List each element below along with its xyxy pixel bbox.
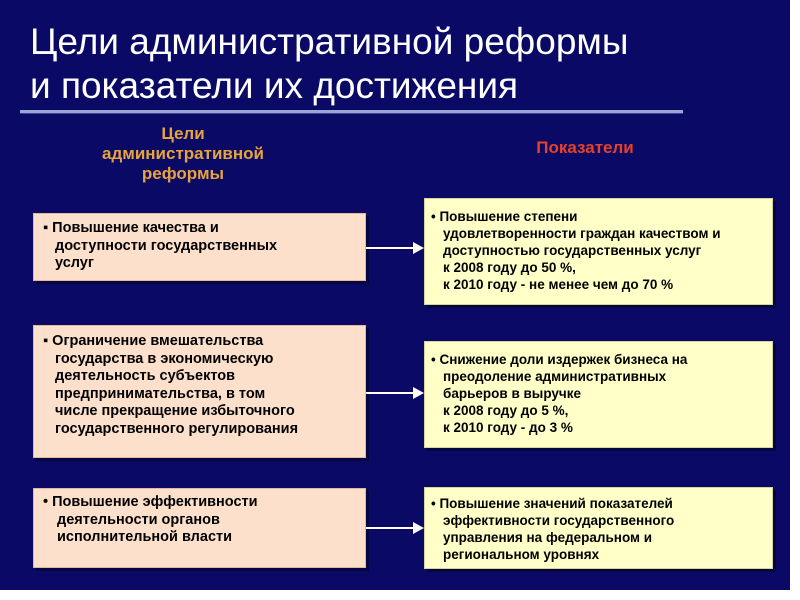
goal-box-quality-of-services [33, 213, 366, 281]
goals-column-header [58, 124, 308, 184]
indicator-text-line: • Снижение доли издержек бизнеса на [431, 352, 688, 367]
arrow-right-icon [366, 518, 426, 538]
indicator-text-line: удовлетворенности граждан качеством и [443, 226, 721, 241]
indicator-box-business-costs [424, 341, 773, 448]
goal-box-limit-state-intervention [33, 325, 366, 458]
goal-box-executive-efficiency [33, 488, 366, 568]
indicator-text-line: к 2008 году до 50 %, [443, 260, 576, 275]
indicator-text-line: доступностью государственных услуг [443, 243, 702, 258]
goal-text-line: доступности государственных [55, 237, 278, 254]
slide-title [30, 20, 770, 108]
indicator-text-line: • Повышение степени [431, 209, 578, 224]
indicator-text-line: • Повышение значений показателей [431, 496, 673, 511]
slide-title-line-1: Цели административной реформы [30, 21, 629, 62]
goal-text-line: исполнительной власти [57, 529, 233, 545]
goals-header-line: административной [102, 144, 264, 163]
goal-text-line: ▪ Ограничение вмешательства [43, 333, 264, 349]
goal-text-line: государства в экономическую [55, 350, 274, 367]
indicators-column-header: Показатели [536, 138, 634, 157]
goal-text-line: деятельность субъектов [55, 368, 236, 384]
goal-text-line: предпринимательства, в том [55, 385, 266, 402]
indicator-text-line: к 2010 году - до 3 % [443, 420, 573, 435]
indicator-text-line: преодоление административных [443, 369, 667, 384]
indicator-box-citizen-satisfaction [424, 198, 773, 305]
indicator-text-line: региональном уровнях [443, 547, 600, 562]
title-divider-shadow [20, 113, 683, 114]
goal-text-line: государственного регулирования [55, 420, 299, 437]
arrow-right-icon [366, 383, 426, 403]
goals-header-line: реформы [141, 164, 225, 183]
goal-text-line: услуг [55, 255, 94, 271]
indicator-text-line: барьеров в выручке [443, 386, 581, 401]
indicator-box-governance-efficiency [424, 487, 773, 569]
slide-title-line-2: и показатели их достижения [30, 65, 519, 106]
goal-text-line: деятельности органов [57, 511, 220, 528]
goals-header-line: Цели [161, 124, 205, 143]
indicator-text-line: управления на федеральном и [443, 530, 653, 545]
indicator-text-line: эффективности государственного [443, 513, 675, 528]
arrow-right-icon [366, 238, 426, 258]
goal-text-line: ▪ Повышение качества и [43, 220, 219, 236]
indicator-text-line: к 2008 году до 5 %, [443, 403, 569, 418]
goal-text-line: числе прекращение избыточного [55, 403, 295, 419]
indicator-text-line: к 2010 году - не менее чем до 70 % [443, 277, 674, 292]
goal-text-line: • Повышение эффективности [43, 494, 258, 510]
